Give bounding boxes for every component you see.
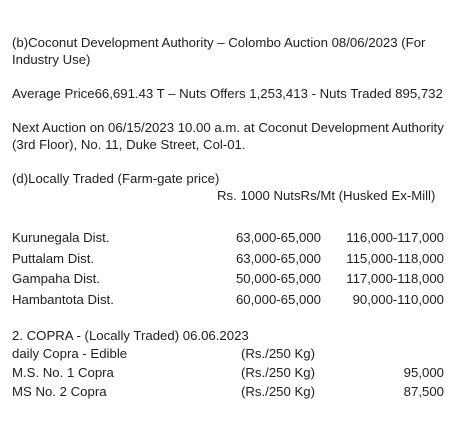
spacer [12, 153, 444, 170]
husked-price: 115,000-118,000 [346, 250, 444, 266]
spacer [12, 68, 444, 85]
auction-heading: (b)Coconut Development Authority – Colombo Auction 08/06/2023 (For Industry Use) [12, 35, 426, 67]
husked-price: 90,000-110,000 [352, 291, 444, 307]
table-row [12, 382, 444, 401]
district-name: Gampaha Dist. [12, 271, 100, 286]
nuts-price: 60,000-65,000 [235, 291, 321, 307]
copra-item: MS No. 2 Copra [12, 384, 107, 399]
table-row [12, 290, 444, 311]
copra-price-table [12, 344, 444, 401]
local-columns-header [12, 187, 444, 204]
copra-item: M.S. No. 1 Copra [12, 365, 114, 380]
district-name: Puttalam Dist. [12, 250, 95, 266]
copra-unit: (Rs./250 Kg) [241, 365, 316, 380]
copra-price: 95,000 [403, 365, 444, 380]
next-auction-note: Next Auction on 06/15/2023 10.00 a.m. at Coconut Development Authority (3rd Floor), No. 11, Duke Street, Col-01. [12, 120, 444, 152]
copra-price: 87,500 [403, 384, 444, 399]
table-row [12, 269, 444, 290]
husked-price: 116,000-117,000 [346, 230, 444, 245]
nuts-price: 50,000-65,000 [235, 271, 321, 286]
table-row [12, 344, 444, 363]
copra-item: daily Copra - Edible [12, 346, 128, 361]
district-name: Hambantota Dist. [12, 291, 114, 307]
table-row [12, 363, 444, 382]
district-price-table [12, 228, 444, 310]
table-row [12, 249, 444, 270]
auction-summary: Average Price66,691.43 T – Nuts Offers 1,253,413 - Nuts Traded 895,732 [12, 86, 443, 101]
local-trade-heading: (d)Locally Traded (Farm-gate price) [12, 171, 220, 186]
spacer [12, 204, 444, 228]
columns-header-text: Rs. 1000 NutsRs/Mt (Husked Ex-Mill) [217, 188, 436, 203]
spacer [12, 102, 444, 119]
husked-price: 117,000-118,000 [346, 271, 444, 286]
nuts-price: 63,000-65,000 [235, 250, 321, 266]
table-row [12, 228, 444, 249]
copra-unit: (Rs./250 Kg) [241, 346, 316, 361]
nuts-price: 63,000-65,000 [235, 230, 321, 245]
district-name: Kurunegala Dist. [12, 230, 110, 245]
copra-heading: 2. COPRA - (Locally Traded) 06.06.2023 [12, 328, 249, 343]
market-report [12, 34, 444, 401]
copra-unit: (Rs./250 Kg) [241, 384, 316, 399]
spacer [12, 310, 444, 327]
